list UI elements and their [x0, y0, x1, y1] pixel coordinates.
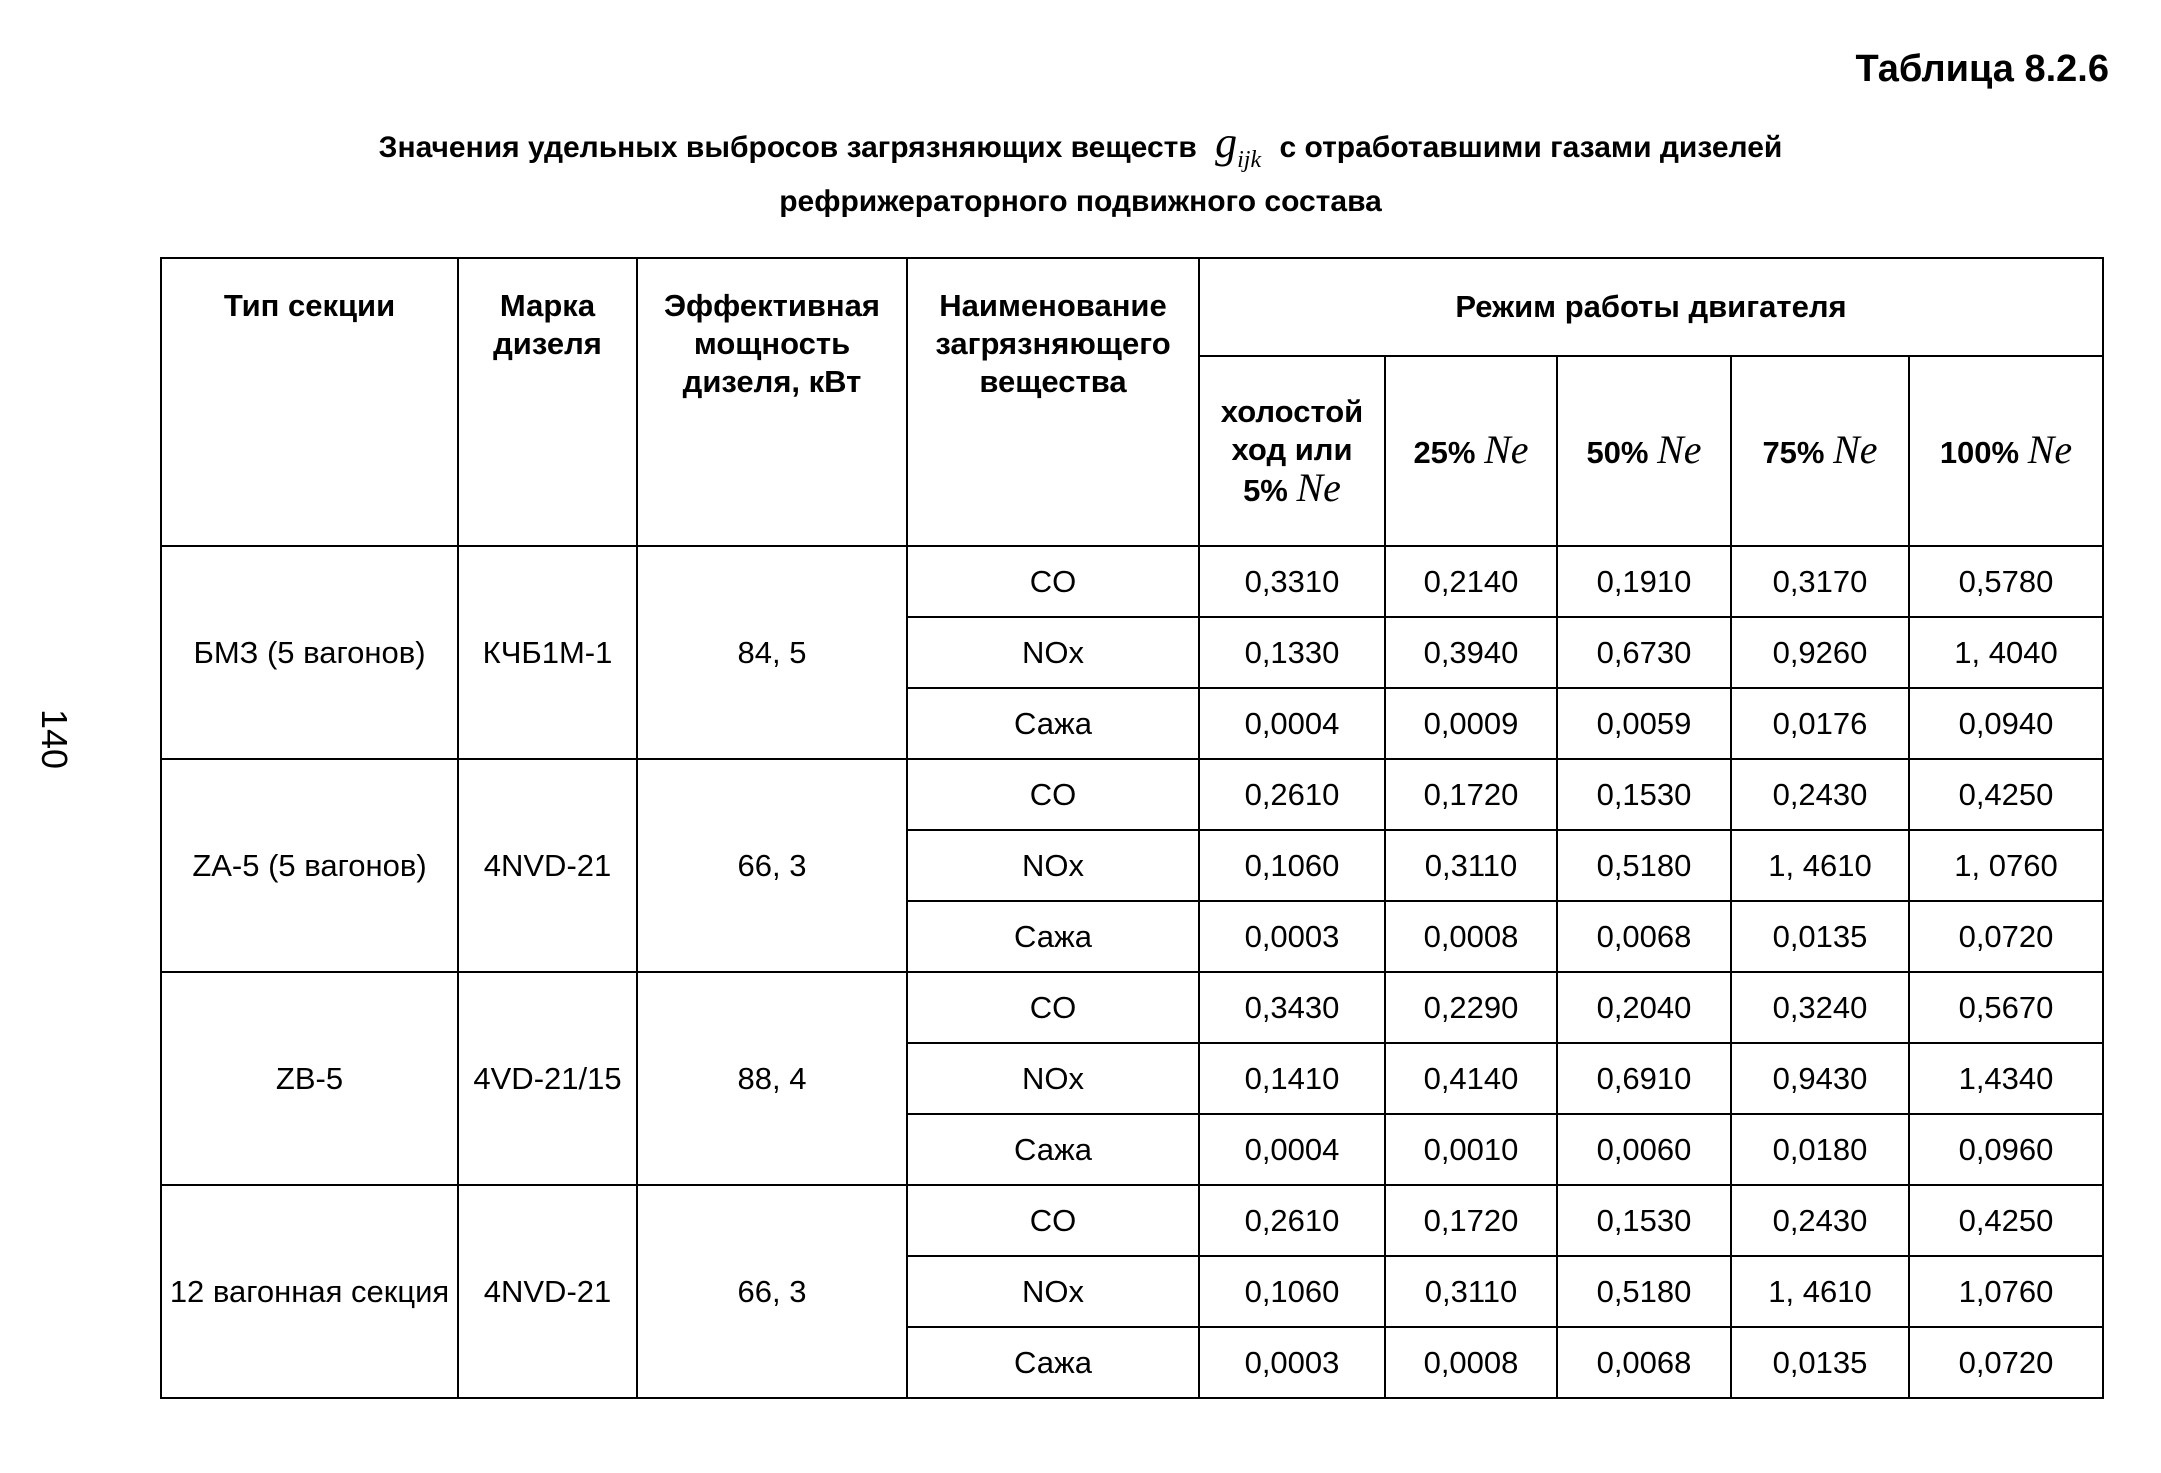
value-cell: 0,2430 [1731, 759, 1909, 830]
value-cell: 0,0720 [1909, 901, 2103, 972]
value-cell: 0,1410 [1199, 1043, 1385, 1114]
pollutant-cell: Сажа [907, 1114, 1199, 1185]
caption-text-before: Значения удельных выбросов загрязняющих веществ [378, 131, 1197, 164]
pollutant-cell: NOx [907, 1043, 1199, 1114]
power-cell: 66, 3 [637, 759, 907, 972]
symbol-subscript: ijk [1237, 146, 1262, 173]
value-cell: 0,2140 [1385, 546, 1557, 617]
value-cell: 0,0059 [1557, 688, 1731, 759]
value-cell: 0,3110 [1385, 830, 1557, 901]
section-type-cell: ZB-5 [161, 972, 458, 1185]
header-mode-2 [1557, 356, 1731, 546]
header-mode-3 [1731, 356, 1909, 546]
pollutant-cell: NOx [907, 830, 1199, 901]
value-cell: 0,2040 [1557, 972, 1731, 1043]
value-cell: 0,5780 [1909, 546, 2103, 617]
value-cell: 0,0940 [1909, 688, 2103, 759]
value-cell: 1, 4040 [1909, 617, 2103, 688]
value-cell: 0,6730 [1557, 617, 1731, 688]
ne-symbol: Ne [1833, 426, 1878, 472]
value-cell: 0,1910 [1557, 546, 1731, 617]
value-cell: 0,9430 [1731, 1043, 1909, 1114]
caption-line-2: рефрижераторного подвижного состава [779, 184, 1382, 218]
value-cell: 0,0720 [1909, 1327, 2103, 1398]
value-cell: 1, 0760 [1909, 830, 2103, 901]
mode-label: 100% [1939, 434, 2020, 470]
value-cell: 0,0060 [1557, 1114, 1731, 1185]
pollutant-cell: NOx [907, 1256, 1199, 1327]
pollutant-cell: CO [907, 759, 1199, 830]
value-cell: 1,0760 [1909, 1256, 2103, 1327]
value-cell: 1, 4610 [1731, 1256, 1909, 1327]
value-cell: 0,3110 [1385, 1256, 1557, 1327]
value-cell: 0,1330 [1199, 617, 1385, 688]
diesel-brand-cell: КЧБ1М-1 [458, 546, 637, 759]
table-row [161, 759, 2103, 830]
table-row [161, 546, 2103, 617]
section-type-cell: ZA-5 (5 вагонов) [161, 759, 458, 972]
value-cell: 0,3430 [1199, 972, 1385, 1043]
value-cell: 0,0010 [1385, 1114, 1557, 1185]
value-cell: 0,2610 [1199, 1185, 1385, 1256]
header-power: Эффективная мощность дизеля, кВт [637, 258, 907, 546]
value-cell: 0,3310 [1199, 546, 1385, 617]
table-row [161, 1185, 2103, 1256]
value-cell: 0,0009 [1385, 688, 1557, 759]
header-mode-1 [1385, 356, 1557, 546]
table-number: Таблица 8.2.6 [1855, 48, 2109, 90]
value-cell: 0,0003 [1199, 1327, 1385, 1398]
value-cell: 0,3940 [1385, 617, 1557, 688]
power-cell: 84, 5 [637, 546, 907, 759]
section-type-cell: БМЗ (5 вагонов) [161, 546, 458, 759]
value-cell: 0,0004 [1199, 688, 1385, 759]
value-cell: 0,0176 [1731, 688, 1909, 759]
value-cell: 1,4340 [1909, 1043, 2103, 1114]
value-cell: 0,1060 [1199, 1256, 1385, 1327]
value-cell: 0,1530 [1557, 1185, 1731, 1256]
pollutant-cell: Сажа [907, 688, 1199, 759]
emissions-table [160, 257, 2104, 1399]
value-cell: 0,2290 [1385, 972, 1557, 1043]
ne-symbol: Ne [2027, 426, 2073, 472]
caption-text-after: с отработавшими газами дизелей [1279, 131, 1783, 164]
g-ijk-symbol [1215, 118, 1262, 173]
value-cell: 0,1530 [1557, 759, 1731, 830]
value-cell: 1, 4610 [1731, 830, 1909, 901]
power-cell: 88, 4 [637, 972, 907, 1185]
pollutant-cell: CO [907, 1185, 1199, 1256]
diesel-brand-cell: 4NVD-21 [458, 1185, 637, 1398]
value-cell: 0,0004 [1199, 1114, 1385, 1185]
pollutant-cell: NOx [907, 617, 1199, 688]
ne-symbol: Ne [1484, 426, 1529, 472]
header-mode-0 [1199, 356, 1385, 546]
value-cell: 0,0008 [1385, 901, 1557, 972]
table-row [161, 972, 2103, 1043]
table-caption [0, 118, 2161, 223]
pollutant-cell: CO [907, 972, 1199, 1043]
value-cell: 0,0960 [1909, 1114, 2103, 1185]
value-cell: 0,0180 [1731, 1114, 1909, 1185]
ne-symbol: Ne [1296, 464, 1341, 510]
header-mode-4 [1909, 356, 2103, 546]
value-cell: 0,3240 [1731, 972, 1909, 1043]
section-type-cell: 12 вагонная секция [161, 1185, 458, 1398]
mode-label: холостой ход или 5% [1220, 393, 1364, 508]
mode-label: 75% [1762, 434, 1825, 470]
table-body [161, 546, 2103, 1398]
value-cell: 0,5180 [1557, 1256, 1731, 1327]
value-cell: 0,0068 [1557, 901, 1731, 972]
value-cell: 0,0135 [1731, 1327, 1909, 1398]
power-cell: 66, 3 [637, 1185, 907, 1398]
pollutant-cell: Сажа [907, 901, 1199, 972]
caption-line-1 [0, 118, 2161, 181]
value-cell: 0,1720 [1385, 759, 1557, 830]
mode-label: 50% [1586, 434, 1649, 470]
value-cell: 0,1060 [1199, 830, 1385, 901]
mode-label: 25% [1413, 434, 1476, 470]
value-cell: 0,4250 [1909, 1185, 2103, 1256]
value-cell: 0,1720 [1385, 1185, 1557, 1256]
value-cell: 0,0003 [1199, 901, 1385, 972]
value-cell: 0,0135 [1731, 901, 1909, 972]
value-cell: 0,4140 [1385, 1043, 1557, 1114]
pollutant-cell: CO [907, 546, 1199, 617]
diesel-brand-cell: 4NVD-21 [458, 759, 637, 972]
value-cell: 0,9260 [1731, 617, 1909, 688]
value-cell: 0,2610 [1199, 759, 1385, 830]
symbol-letter: g [1215, 118, 1238, 167]
ne-symbol: Ne [1657, 426, 1702, 472]
header-engine-mode: Режим работы двигателя [1199, 258, 2103, 356]
header-diesel-brand: Марка дизеля [458, 258, 637, 546]
value-cell: 0,5180 [1557, 830, 1731, 901]
header-section-type: Тип секции [161, 258, 458, 546]
value-cell: 0,0008 [1385, 1327, 1557, 1398]
page-number: 140 [34, 708, 75, 770]
diesel-brand-cell: 4VD-21/15 [458, 972, 637, 1185]
value-cell: 0,0068 [1557, 1327, 1731, 1398]
pollutant-cell: Сажа [907, 1327, 1199, 1398]
value-cell: 0,2430 [1731, 1185, 1909, 1256]
value-cell: 0,6910 [1557, 1043, 1731, 1114]
value-cell: 0,3170 [1731, 546, 1909, 617]
header-pollutant: Наименование загрязняющего вещества [907, 258, 1199, 546]
value-cell: 0,4250 [1909, 759, 2103, 830]
value-cell: 0,5670 [1909, 972, 2103, 1043]
